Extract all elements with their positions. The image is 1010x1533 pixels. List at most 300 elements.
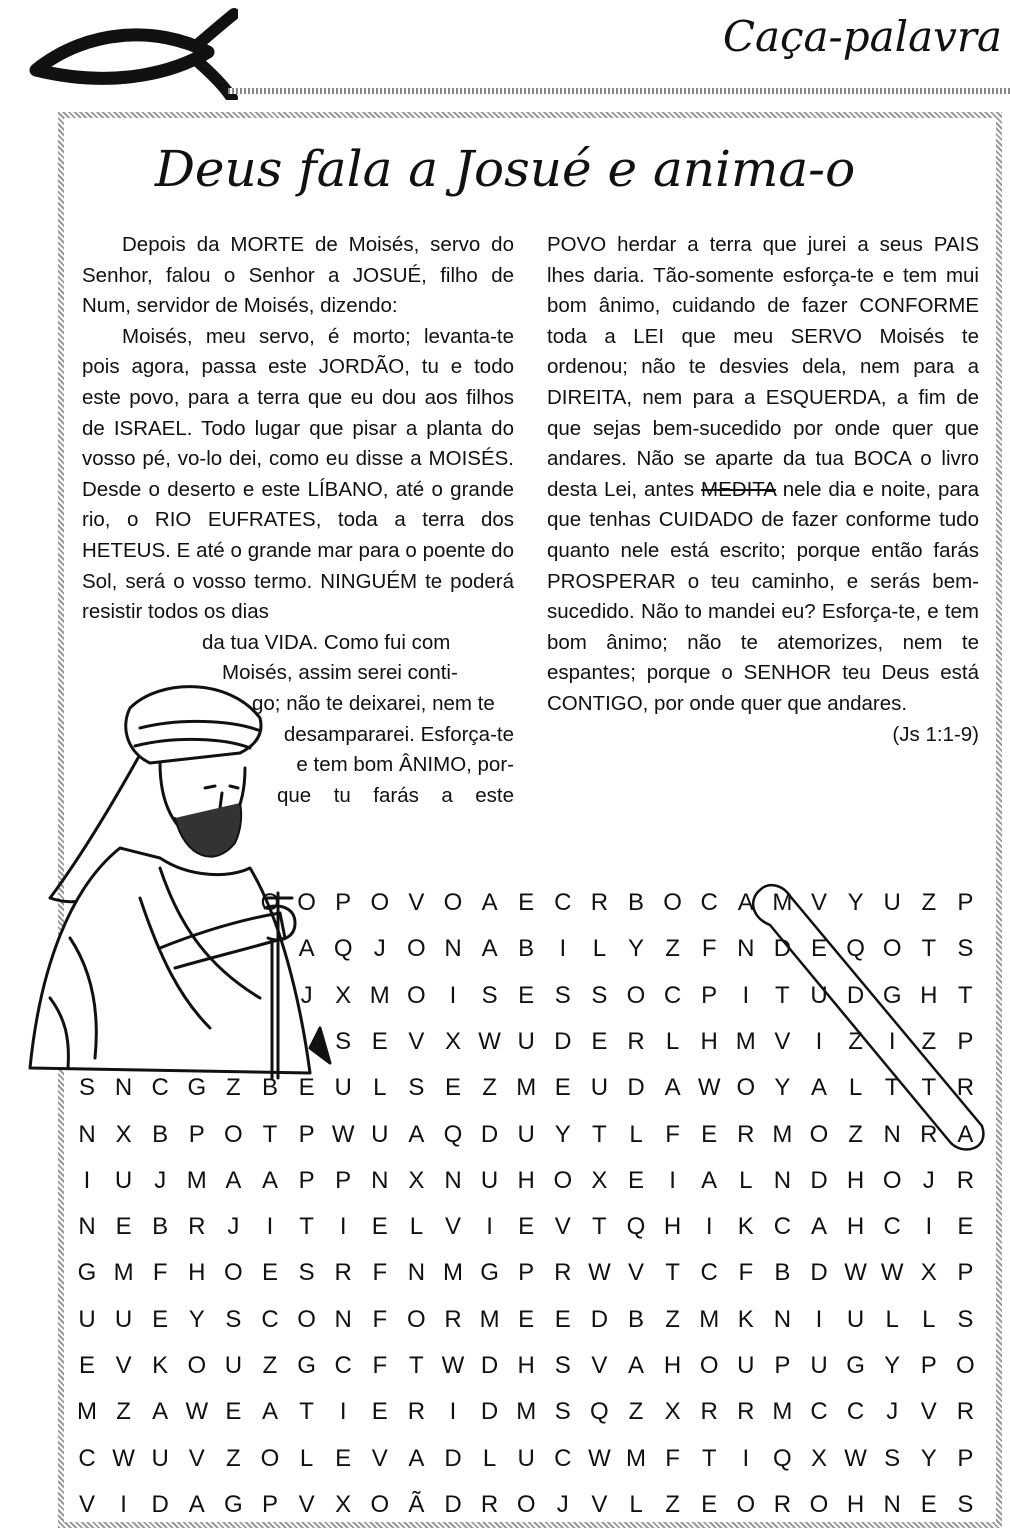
- grid-letter[interactable]: E: [335, 1444, 352, 1472]
- grid-letter[interactable]: H: [846, 1490, 865, 1518]
- grid-letter[interactable]: R: [188, 1213, 206, 1241]
- grid-letter[interactable]: Y: [188, 1305, 205, 1333]
- grid-letter[interactable]: B: [152, 1213, 169, 1241]
- grid-letter[interactable]: C: [554, 889, 572, 916]
- grid-letter[interactable]: M: [772, 1120, 793, 1148]
- grid-letter[interactable]: E: [518, 981, 535, 1009]
- grid-letter[interactable]: P: [957, 1444, 974, 1472]
- grid-letter[interactable]: L: [592, 935, 607, 963]
- grid-letter[interactable]: E: [225, 1398, 242, 1426]
- grid-letter[interactable]: X: [115, 1120, 132, 1148]
- grid-letter[interactable]: Q: [333, 935, 353, 963]
- grid-letter[interactable]: O: [882, 1166, 902, 1194]
- grid-letter[interactable]: N: [737, 935, 755, 963]
- grid-letter[interactable]: M: [516, 1074, 537, 1102]
- grid-letter[interactable]: V: [408, 1027, 425, 1055]
- grid-letter[interactable]: V: [444, 1213, 461, 1241]
- grid-letter[interactable]: O: [443, 889, 463, 916]
- grid-letter[interactable]: I: [742, 981, 750, 1009]
- grid-letter[interactable]: P: [335, 1166, 352, 1194]
- grid-letter[interactable]: D: [810, 1166, 828, 1194]
- grid-letter[interactable]: U: [737, 1352, 755, 1379]
- grid-letter[interactable]: O: [224, 1120, 243, 1148]
- grid-letter[interactable]: F: [665, 1444, 680, 1472]
- grid-letter[interactable]: G: [77, 1259, 97, 1287]
- grid-letter[interactable]: Z: [482, 1074, 497, 1102]
- grid-letter[interactable]: O: [663, 889, 682, 916]
- grid-letter[interactable]: G: [882, 981, 902, 1009]
- grid-letter[interactable]: G: [187, 1074, 207, 1102]
- grid-letter[interactable]: V: [554, 1213, 571, 1241]
- grid-letter[interactable]: I: [925, 1213, 933, 1241]
- grid-letter[interactable]: E: [444, 1074, 461, 1102]
- grid-letter[interactable]: V: [188, 1444, 205, 1472]
- grid-letter[interactable]: P: [920, 1352, 937, 1379]
- grid-letter[interactable]: I: [559, 935, 567, 963]
- grid-letter[interactable]: E: [554, 1305, 571, 1333]
- grid-letter[interactable]: E: [920, 1490, 937, 1518]
- grid-letter[interactable]: N: [114, 1074, 133, 1102]
- grid-letter[interactable]: I: [815, 1305, 823, 1333]
- grid-letter[interactable]: L: [299, 1444, 314, 1472]
- grid-letter[interactable]: I: [120, 1490, 127, 1518]
- grid-letter[interactable]: U: [590, 1074, 609, 1102]
- grid-letter[interactable]: U: [151, 1444, 169, 1472]
- grid-letter[interactable]: Y: [774, 1074, 791, 1102]
- grid-letter[interactable]: Y: [554, 1120, 571, 1148]
- grid-letter[interactable]: S: [554, 1352, 571, 1379]
- grid-letter[interactable]: M: [772, 889, 793, 916]
- grid-letter[interactable]: D: [773, 935, 792, 963]
- grid-letter[interactable]: D: [554, 1027, 572, 1055]
- grid-letter[interactable]: H: [846, 1213, 865, 1241]
- grid-letter[interactable]: O: [260, 1444, 280, 1472]
- grid-letter[interactable]: E: [115, 1213, 132, 1241]
- grid-letter[interactable]: R: [444, 1305, 462, 1333]
- grid-letter[interactable]: M: [626, 1444, 646, 1472]
- grid-letter[interactable]: Z: [665, 935, 680, 963]
- grid-letter[interactable]: L: [629, 1490, 643, 1518]
- grid-letter[interactable]: D: [480, 1398, 499, 1426]
- grid-letter[interactable]: R: [554, 1259, 572, 1287]
- grid-letter[interactable]: E: [591, 1027, 608, 1055]
- grid-letter[interactable]: M: [113, 1259, 134, 1287]
- grid-letter[interactable]: H: [517, 1352, 535, 1379]
- grid-letter[interactable]: H: [700, 1027, 718, 1055]
- grid-letter[interactable]: N: [407, 1259, 426, 1287]
- grid-letter[interactable]: U: [224, 1352, 243, 1379]
- grid-letter[interactable]: Z: [665, 1305, 680, 1333]
- grid-letter[interactable]: C: [773, 1213, 792, 1241]
- grid-letter[interactable]: K: [737, 1213, 754, 1241]
- grid-letter[interactable]: R: [627, 1027, 645, 1055]
- grid-letter[interactable]: V: [591, 1352, 608, 1379]
- grid-letter[interactable]: D: [480, 1352, 499, 1379]
- grid-letter[interactable]: W: [185, 1398, 209, 1426]
- grid-letter[interactable]: E: [518, 1213, 535, 1241]
- grid-letter[interactable]: B: [261, 1074, 278, 1102]
- grid-letter[interactable]: T: [775, 981, 790, 1009]
- grid-letter[interactable]: E: [701, 1490, 718, 1518]
- grid-letter[interactable]: O: [370, 889, 390, 916]
- grid-letter[interactable]: E: [371, 1398, 388, 1426]
- grid-letter[interactable]: B: [627, 1305, 644, 1333]
- grid-letter[interactable]: I: [486, 1213, 493, 1241]
- grid-letter[interactable]: N: [334, 1305, 352, 1333]
- grid-letter[interactable]: S: [335, 1027, 352, 1055]
- grid-letter[interactable]: L: [848, 1074, 863, 1102]
- grid-letter[interactable]: G: [846, 1352, 865, 1379]
- grid-letter[interactable]: Q: [846, 935, 865, 963]
- grid-letter[interactable]: R: [737, 1398, 755, 1426]
- grid-letter[interactable]: P: [774, 1352, 791, 1379]
- grid-letter[interactable]: F: [665, 1120, 680, 1148]
- grid-letter[interactable]: N: [773, 1305, 792, 1333]
- grid-letter[interactable]: S: [554, 981, 571, 1009]
- grid-letter[interactable]: Z: [848, 1027, 863, 1055]
- grid-letter[interactable]: N: [444, 935, 462, 963]
- grid-letter[interactable]: P: [261, 1490, 278, 1518]
- grid-letter[interactable]: P: [298, 1120, 315, 1148]
- grid-letter[interactable]: W: [331, 1120, 355, 1148]
- grid-letter[interactable]: I: [705, 1213, 713, 1241]
- grid-letter[interactable]: A: [298, 935, 315, 963]
- grid-letter[interactable]: A: [261, 1166, 278, 1194]
- grid-letter[interactable]: S: [408, 1074, 425, 1102]
- grid-letter[interactable]: E: [261, 1259, 278, 1287]
- grid-letter[interactable]: O: [736, 1490, 756, 1518]
- grid-letter[interactable]: O: [553, 1166, 573, 1194]
- grid-letter[interactable]: F: [701, 935, 717, 963]
- grid-letter[interactable]: M: [699, 1305, 720, 1333]
- grid-letter[interactable]: H: [846, 1166, 865, 1194]
- grid-letter[interactable]: O: [809, 1490, 829, 1518]
- grid-letter[interactable]: S: [298, 1259, 315, 1287]
- grid-letter[interactable]: U: [846, 1305, 865, 1333]
- grid-letter[interactable]: X: [591, 1166, 608, 1194]
- grid-letter[interactable]: C: [700, 1259, 718, 1287]
- grid-letter[interactable]: R: [407, 1398, 426, 1426]
- grid-letter[interactable]: V: [774, 1027, 791, 1055]
- grid-letter[interactable]: O: [809, 1120, 829, 1148]
- grid-letter[interactable]: Z: [628, 1398, 644, 1426]
- grid-letter[interactable]: V: [627, 1259, 644, 1287]
- grid-letter[interactable]: H: [188, 1259, 206, 1287]
- grid-letter[interactable]: E: [554, 1074, 571, 1102]
- grid-letter[interactable]: R: [956, 1074, 975, 1102]
- grid-letter[interactable]: X: [335, 981, 352, 1009]
- grid-letter[interactable]: I: [266, 1213, 274, 1241]
- grid-letter[interactable]: W: [844, 1259, 867, 1287]
- grid-letter[interactable]: T: [262, 1120, 278, 1148]
- grid-letter[interactable]: T: [665, 1259, 680, 1287]
- grid-letter[interactable]: T: [884, 1074, 900, 1102]
- grid-letter[interactable]: Z: [226, 1444, 241, 1472]
- grid-letter[interactable]: W: [844, 1444, 867, 1472]
- grid-letter[interactable]: U: [810, 1352, 828, 1379]
- grid-letter[interactable]: C: [78, 1444, 96, 1472]
- grid-letter[interactable]: E: [627, 1166, 644, 1194]
- grid-letter[interactable]: A: [261, 1398, 278, 1426]
- grid-letter[interactable]: D: [480, 1120, 499, 1148]
- grid-letter[interactable]: C: [261, 1305, 279, 1333]
- grid-letter[interactable]: O: [956, 1352, 975, 1379]
- grid-letter[interactable]: R: [956, 1398, 975, 1426]
- grid-letter[interactable]: Q: [773, 1444, 792, 1472]
- grid-letter[interactable]: U: [334, 1074, 352, 1102]
- grid-letter[interactable]: O: [516, 1490, 536, 1518]
- grid-letter[interactable]: W: [441, 1352, 465, 1379]
- grid-letter[interactable]: W: [588, 1444, 611, 1472]
- grid-letter[interactable]: E: [298, 1074, 315, 1102]
- grid-letter[interactable]: G: [224, 1490, 243, 1518]
- grid-letter[interactable]: L: [739, 1166, 753, 1194]
- grid-letter[interactable]: I: [888, 1027, 896, 1055]
- grid-letter[interactable]: B: [774, 1259, 791, 1287]
- grid-letter[interactable]: M: [443, 1259, 463, 1287]
- grid-letter[interactable]: V: [298, 1490, 315, 1518]
- grid-letter[interactable]: U: [114, 1305, 133, 1333]
- grid-letter[interactable]: O: [224, 1259, 243, 1287]
- grid-letter[interactable]: M: [479, 1305, 500, 1333]
- grid-letter[interactable]: N: [444, 1166, 462, 1194]
- grid-letter[interactable]: S: [957, 1490, 974, 1518]
- grid-letter[interactable]: S: [957, 935, 974, 963]
- grid-letter[interactable]: K: [737, 1305, 754, 1333]
- grid-letter[interactable]: N: [883, 1490, 901, 1518]
- grid-letter[interactable]: C: [151, 1074, 169, 1102]
- grid-letter[interactable]: T: [958, 981, 973, 1009]
- grid-letter[interactable]: W: [588, 1259, 611, 1287]
- grid-letter[interactable]: F: [372, 1305, 388, 1333]
- grid-letter[interactable]: O: [297, 889, 316, 916]
- grid-letter[interactable]: J: [300, 981, 313, 1009]
- grid-letter[interactable]: S: [884, 1444, 901, 1472]
- grid-letter[interactable]: A: [225, 1166, 242, 1194]
- grid-letter[interactable]: Z: [262, 1352, 278, 1379]
- grid-letter[interactable]: O: [736, 1074, 756, 1102]
- grid-letter[interactable]: T: [299, 1398, 314, 1426]
- grid-letter[interactable]: O: [626, 981, 646, 1009]
- grid-letter[interactable]: Y: [847, 889, 864, 916]
- grid-letter[interactable]: Q: [590, 1398, 609, 1426]
- grid-letter[interactable]: P: [957, 1027, 974, 1055]
- grid-letter[interactable]: A: [408, 1444, 425, 1472]
- grid-letter[interactable]: T: [409, 1352, 424, 1379]
- grid-letter[interactable]: B: [518, 935, 535, 963]
- grid-letter[interactable]: C: [846, 1398, 865, 1426]
- grid-letter[interactable]: L: [482, 1444, 497, 1472]
- grid-letter[interactable]: S: [554, 1398, 571, 1426]
- grid-letter[interactable]: X: [444, 1027, 461, 1055]
- grid-letter[interactable]: X: [408, 1166, 425, 1194]
- grid-letter[interactable]: H: [663, 1352, 682, 1379]
- grid-letter[interactable]: K: [152, 1352, 169, 1379]
- grid-letter[interactable]: D: [444, 1444, 462, 1472]
- grid-letter[interactable]: A: [810, 1213, 827, 1241]
- grid-letter[interactable]: P: [701, 981, 718, 1009]
- grid-letter[interactable]: A: [627, 1352, 644, 1379]
- grid-letter[interactable]: I: [83, 1166, 91, 1194]
- grid-letter[interactable]: Y: [920, 1444, 937, 1472]
- grid-letter[interactable]: E: [78, 1352, 95, 1379]
- grid-letter[interactable]: X: [335, 1490, 352, 1518]
- grid-letter[interactable]: W: [880, 1259, 904, 1287]
- grid-letter[interactable]: Z: [226, 1074, 241, 1102]
- grid-letter[interactable]: X: [664, 1398, 681, 1426]
- grid-letter[interactable]: D: [444, 1490, 462, 1518]
- grid-letter[interactable]: H: [663, 1213, 682, 1241]
- grid-letter[interactable]: V: [920, 1398, 937, 1426]
- grid-letter[interactable]: W: [478, 1027, 501, 1055]
- grid-letter[interactable]: Z: [921, 889, 937, 916]
- grid-letter[interactable]: J: [922, 1166, 935, 1194]
- grid-letter[interactable]: G: [480, 1259, 499, 1287]
- grid-letter[interactable]: O: [699, 1352, 719, 1379]
- grid-letter[interactable]: D: [627, 1074, 645, 1102]
- grid-letter[interactable]: J: [886, 1398, 899, 1426]
- grid-letter[interactable]: J: [227, 1213, 240, 1241]
- grid-letter[interactable]: A: [408, 1120, 425, 1148]
- grid-letter[interactable]: S: [225, 1305, 242, 1333]
- grid-letter[interactable]: F: [372, 1352, 388, 1379]
- grid-letter[interactable]: E: [371, 1027, 388, 1055]
- grid-letter[interactable]: D: [151, 1490, 169, 1518]
- grid-letter[interactable]: J: [556, 1490, 569, 1518]
- grid-letter[interactable]: E: [701, 1120, 718, 1148]
- grid-letter[interactable]: L: [629, 1120, 643, 1148]
- grid-letter[interactable]: R: [773, 1490, 792, 1518]
- grid-letter[interactable]: U: [883, 889, 901, 916]
- grid-letter[interactable]: R: [737, 1120, 755, 1148]
- grid-letter[interactable]: E: [371, 1213, 388, 1241]
- grid-letter[interactable]: U: [517, 1027, 535, 1055]
- grid-letter[interactable]: L: [665, 1027, 680, 1055]
- grid-letter[interactable]: E: [152, 1305, 169, 1333]
- grid-letter[interactable]: R: [956, 1166, 975, 1194]
- grid-letter[interactable]: V: [371, 1444, 388, 1472]
- grid-letter[interactable]: C: [700, 889, 718, 916]
- grid-letter[interactable]: T: [701, 1444, 717, 1472]
- grid-letter[interactable]: O: [407, 1305, 426, 1333]
- grid-letter[interactable]: R: [480, 1490, 499, 1518]
- grid-letter[interactable]: Y: [627, 935, 644, 963]
- grid-letter[interactable]: I: [742, 1444, 750, 1472]
- grid-letter[interactable]: A: [481, 889, 498, 916]
- grid-letter[interactable]: P: [188, 1120, 205, 1148]
- grid-letter[interactable]: C: [663, 981, 682, 1009]
- grid-letter[interactable]: D: [810, 1259, 828, 1287]
- grid-letter[interactable]: A: [737, 889, 754, 916]
- grid-letter[interactable]: A: [957, 1120, 974, 1148]
- grid-letter[interactable]: M: [186, 1166, 207, 1194]
- grid-letter[interactable]: F: [152, 1259, 168, 1287]
- grid-letter[interactable]: A: [152, 1398, 169, 1426]
- grid-letter[interactable]: B: [627, 889, 644, 916]
- grid-letter[interactable]: E: [957, 1213, 974, 1241]
- grid-letter[interactable]: A: [664, 1074, 681, 1102]
- grid-letter[interactable]: L: [922, 1305, 936, 1333]
- grid-letter[interactable]: U: [517, 1444, 535, 1472]
- grid-letter[interactable]: C: [554, 1444, 572, 1472]
- grid-letter[interactable]: Q: [626, 1213, 646, 1241]
- grid-letter[interactable]: N: [883, 1120, 901, 1148]
- grid-letter[interactable]: Z: [116, 1398, 131, 1426]
- grid-letter[interactable]: E: [518, 889, 535, 916]
- grid-letter[interactable]: O: [407, 935, 426, 963]
- grid-letter[interactable]: O: [882, 935, 902, 963]
- grid-letter[interactable]: I: [669, 1166, 676, 1194]
- grid-letter[interactable]: S: [78, 1074, 95, 1102]
- grid-letter[interactable]: N: [371, 1166, 389, 1194]
- grid-letter[interactable]: T: [921, 935, 937, 963]
- grid-letter[interactable]: R: [920, 1120, 938, 1148]
- grid-letter[interactable]: X: [810, 1444, 827, 1472]
- grid-letter[interactable]: C: [334, 1352, 352, 1379]
- grid-letter[interactable]: Q: [260, 889, 280, 916]
- grid-letter[interactable]: A: [701, 1166, 718, 1194]
- grid-letter[interactable]: Y: [884, 1352, 901, 1379]
- grid-letter[interactable]: H: [920, 981, 938, 1009]
- grid-letter[interactable]: L: [373, 1074, 387, 1102]
- grid-letter[interactable]: Q: [443, 1120, 463, 1148]
- grid-letter[interactable]: C: [883, 1213, 901, 1241]
- grid-letter[interactable]: V: [591, 1490, 608, 1518]
- grid-letter[interactable]: W: [697, 1074, 721, 1102]
- grid-letter[interactable]: R: [334, 1259, 352, 1287]
- grid-letter[interactable]: V: [810, 889, 827, 916]
- grid-letter[interactable]: O: [187, 1352, 207, 1379]
- grid-letter[interactable]: M: [772, 1398, 793, 1426]
- grid-letter[interactable]: P: [518, 1259, 535, 1287]
- grid-letter[interactable]: B: [152, 1120, 169, 1148]
- grid-letter[interactable]: L: [409, 1213, 424, 1241]
- grid-letter[interactable]: A: [188, 1490, 205, 1518]
- grid-letter[interactable]: D: [846, 981, 865, 1009]
- grid-letter[interactable]: E: [518, 1305, 535, 1333]
- grid-letter[interactable]: R: [700, 1398, 718, 1426]
- grid-letter[interactable]: V: [78, 1490, 95, 1518]
- grid-letter[interactable]: J: [373, 935, 386, 963]
- grid-letter[interactable]: N: [78, 1120, 96, 1148]
- grid-letter[interactable]: E: [810, 935, 827, 963]
- grid-letter[interactable]: V: [115, 1352, 132, 1379]
- grid-letter[interactable]: Ã: [408, 1490, 425, 1518]
- grid-letter[interactable]: T: [592, 1120, 607, 1148]
- grid-letter[interactable]: T: [299, 1213, 314, 1241]
- grid-letter[interactable]: G: [297, 1352, 316, 1379]
- grid-letter[interactable]: I: [339, 1398, 347, 1426]
- grid-letter[interactable]: U: [480, 1166, 499, 1194]
- grid-letter[interactable]: S: [591, 981, 608, 1009]
- grid-letter[interactable]: O: [407, 981, 426, 1009]
- grid-letter[interactable]: M: [369, 981, 390, 1009]
- grid-letter[interactable]: N: [78, 1213, 96, 1241]
- grid-letter[interactable]: Z: [921, 1027, 937, 1055]
- grid-letter[interactable]: F: [738, 1259, 754, 1287]
- grid-letter[interactable]: U: [517, 1120, 535, 1148]
- grid-letter[interactable]: I: [449, 1398, 457, 1426]
- grid-letter[interactable]: X: [920, 1259, 937, 1287]
- grid-letter[interactable]: I: [815, 1027, 823, 1055]
- grid-letter[interactable]: U: [371, 1120, 389, 1148]
- grid-letter[interactable]: L: [885, 1305, 899, 1333]
- grid-letter[interactable]: A: [481, 935, 498, 963]
- grid-letter[interactable]: U: [810, 981, 828, 1009]
- grid-letter[interactable]: W: [112, 1444, 135, 1472]
- grid-letter[interactable]: S: [481, 981, 498, 1009]
- grid-letter[interactable]: U: [114, 1166, 133, 1194]
